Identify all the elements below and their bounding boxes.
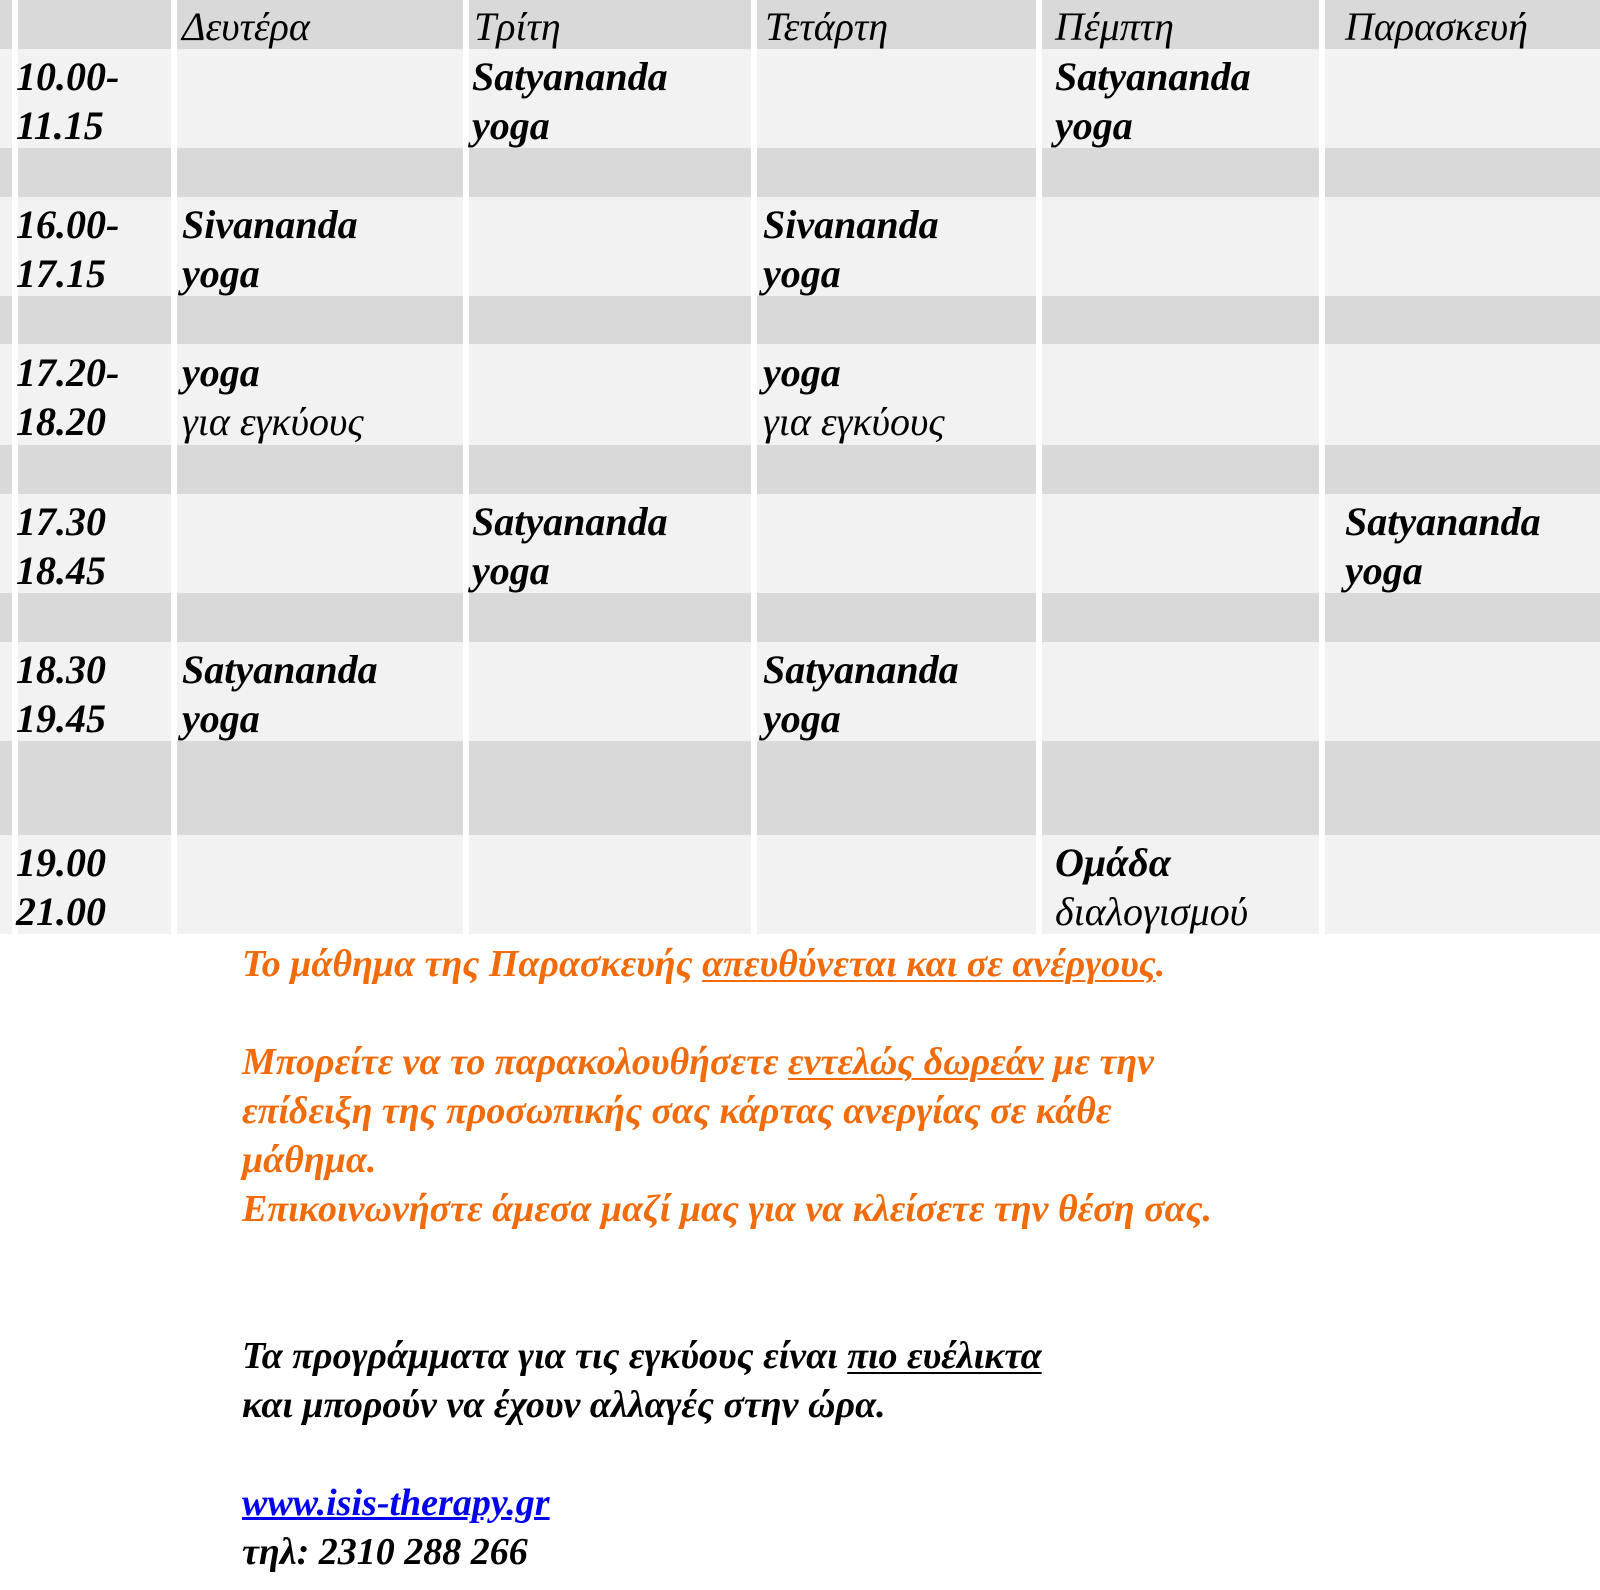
notes-section xyxy=(242,940,1582,1577)
day-header-thursday: Πέμπτη xyxy=(1055,4,1174,49)
free-note-text: Μπορείτε να το παρακολουθήσετε xyxy=(242,1041,789,1083)
pregnancy-note-line1 xyxy=(242,1332,1582,1381)
class-cell xyxy=(763,348,945,446)
friday-note-end: . xyxy=(1155,943,1166,985)
time-end: 18.20 xyxy=(16,399,106,444)
pregnancy-note-text: Τα προγράμματα για τις εγκύους είναι xyxy=(242,1335,848,1377)
row-band xyxy=(0,835,1600,934)
class-cell xyxy=(1055,838,1248,936)
class-name-line2: yoga xyxy=(472,103,550,148)
friday-note xyxy=(242,940,1582,989)
time-start: 18.30 xyxy=(16,647,106,692)
class-name-line2: yoga xyxy=(1055,103,1133,148)
class-name-line2: για εγκύους xyxy=(182,399,364,444)
free-note-line3: μάθημα. xyxy=(242,1139,377,1181)
class-name-line2: yoga xyxy=(472,548,550,593)
spacer xyxy=(242,989,1582,1038)
column-divider xyxy=(171,0,177,934)
friday-note-emphasis: απευθύνεται και σε ανέργους xyxy=(702,943,1156,985)
spacer xyxy=(242,1430,1582,1479)
time-end: 17.15 xyxy=(16,251,106,296)
class-name: Sivananda xyxy=(763,202,939,247)
time-slot xyxy=(16,348,119,446)
day-header-wednesday: Τετάρτη xyxy=(765,4,889,49)
class-cell xyxy=(182,200,358,298)
free-note-line1 xyxy=(242,1038,1582,1087)
class-name: Ομάδα xyxy=(1055,840,1171,885)
class-name: Satyananda xyxy=(1055,54,1251,99)
spacer-band xyxy=(0,148,1600,197)
free-note-line2: επίδειξη της προσωπικής σας κάρτας ανεργίας σε κάθε xyxy=(242,1090,1112,1132)
class-name-line2: yoga xyxy=(763,696,841,741)
spacer-band xyxy=(0,296,1600,344)
time-slot xyxy=(16,52,119,150)
class-name: Satyananda xyxy=(763,647,959,692)
column-divider xyxy=(751,0,757,934)
day-header-monday: Δευτέρα xyxy=(182,4,310,49)
class-cell xyxy=(763,645,959,743)
class-name-line2: yoga xyxy=(182,251,260,296)
time-slot xyxy=(16,497,106,595)
class-name: Satyananda xyxy=(472,54,668,99)
class-cell xyxy=(1055,52,1251,150)
class-name: yoga xyxy=(182,350,260,395)
contact-note: Επικοινωνήστε άμεσα μαζί μας για να κλείσετε την θέση σας. xyxy=(242,1188,1213,1230)
class-cell xyxy=(182,348,364,446)
class-name: Satyananda xyxy=(182,647,378,692)
class-cell xyxy=(182,645,378,743)
class-cell xyxy=(472,497,668,595)
spacer-band xyxy=(0,593,1600,642)
spacer-band xyxy=(0,445,1600,494)
class-name-line2: για εγκύους xyxy=(763,399,945,444)
website-link[interactable]: www.isis-therapy.gr xyxy=(242,1482,550,1524)
time-start: 19.00 xyxy=(16,840,106,885)
time-slot xyxy=(16,645,106,743)
class-name: Sivananda xyxy=(182,202,358,247)
class-name: Satyananda xyxy=(1345,499,1541,544)
time-start: 17.30 xyxy=(16,499,106,544)
class-name-line2: yoga xyxy=(182,696,260,741)
friday-note-text: Το μάθημα της Παρασκευής xyxy=(242,943,703,985)
class-cell xyxy=(472,52,668,150)
time-slot xyxy=(16,838,106,936)
pregnancy-note-line2: και μπορούν να έχουν αλλαγές στην ώρα. xyxy=(242,1384,886,1426)
class-name: Satyananda xyxy=(472,499,668,544)
column-divider xyxy=(1036,0,1042,934)
spacer-band xyxy=(0,741,1600,835)
class-name: yoga xyxy=(763,350,841,395)
class-name-line2: yoga xyxy=(763,251,841,296)
class-name-line2: yoga xyxy=(1345,548,1423,593)
spacer xyxy=(242,1234,1582,1332)
time-slot xyxy=(16,200,119,298)
pregnancy-note-emphasis: πιο ευέλικτα xyxy=(847,1335,1042,1377)
time-end: 19.45 xyxy=(16,696,106,741)
time-start: 17.20- xyxy=(16,350,120,395)
website-line xyxy=(242,1479,1582,1528)
row-band xyxy=(0,49,1600,148)
time-start: 10.00- xyxy=(16,54,120,99)
time-start: 16.00- xyxy=(16,202,120,247)
day-header-tuesday: Τρίτη xyxy=(474,4,561,49)
class-name-line2: διαλογισμού xyxy=(1055,889,1249,934)
column-divider xyxy=(1319,0,1325,934)
phone-number: τηλ: 2310 288 266 xyxy=(242,1531,528,1573)
column-divider xyxy=(463,0,469,934)
class-cell xyxy=(1345,497,1541,595)
class-cell xyxy=(763,200,939,298)
day-header-friday: Παρασκευή xyxy=(1345,4,1528,49)
free-note-end: με την xyxy=(1043,1041,1155,1083)
free-note-emphasis: εντελώς δωρεάν xyxy=(788,1041,1044,1083)
time-end: 11.15 xyxy=(16,103,104,148)
time-end: 21.00 xyxy=(16,889,106,934)
time-end: 18.45 xyxy=(16,548,106,593)
